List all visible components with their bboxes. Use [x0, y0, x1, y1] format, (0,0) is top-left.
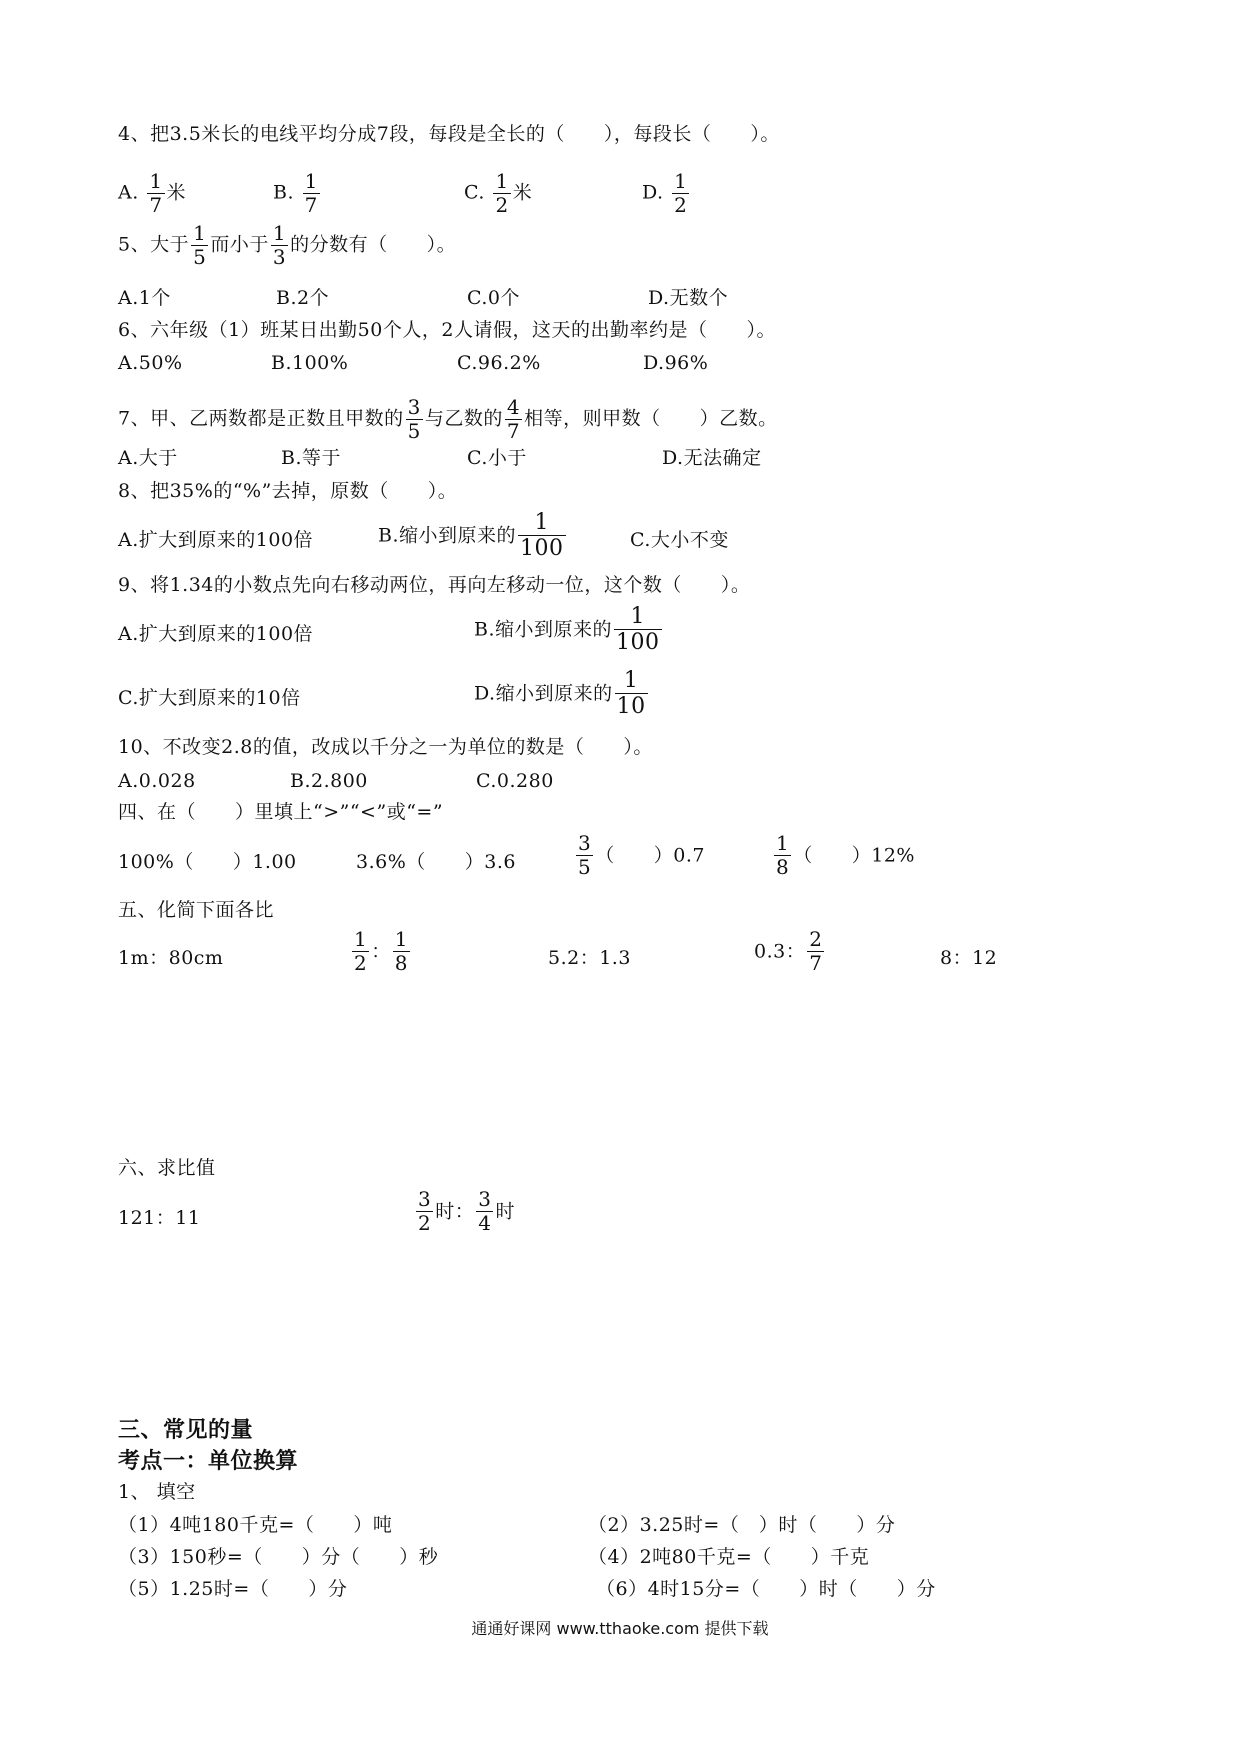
- q6-option-d: D.96%: [643, 352, 709, 374]
- s3-item-2: （2）3.25时=（ ）时（ ）分: [588, 1514, 896, 1536]
- s4-item-3: $\frac{3}{5}$ （ ）0.7: [578, 831, 705, 879]
- q5-option-b: B.2个: [276, 287, 330, 309]
- s3-item-4: （4）2吨80千克=（ ）千克: [588, 1546, 870, 1568]
- fraction: $\frac{1}{10}$: [616, 668, 646, 719]
- q5-option-c: C.0个: [467, 287, 520, 309]
- q5-option-a: A.1个: [118, 287, 171, 309]
- fraction: $\frac{1}{7}$: [149, 169, 163, 217]
- fraction: $\frac{1}{3}$: [272, 221, 287, 269]
- q4-option-c: C. $\frac{1}{2}$ 米: [464, 169, 533, 217]
- q7-option-a: A.大于: [118, 447, 178, 469]
- fraction: $\frac{1}{2}$: [674, 169, 688, 217]
- s3-item-3: （3）150秒=（ ）分（ ）秒: [118, 1546, 439, 1568]
- section-6-title: 六、求比值: [118, 1157, 216, 1179]
- q9-option-a: A.扩大到原来的100倍: [118, 623, 314, 645]
- q8-question: 8、把35%的“%”去掉，原数（ ）。: [118, 480, 458, 502]
- q9-option-b: B.缩小到原来的 $\frac{1}{100}$: [474, 604, 660, 655]
- q6-option-c: C.96.2%: [457, 352, 541, 374]
- s5-item-3: 5.2：1.3: [548, 947, 631, 969]
- section-4-title: 四、在（ ）里填上“>”“<”或“=”: [118, 801, 444, 823]
- q9-question: 9、将1.34的小数点先向右移动两位，再向左移动一位，这个数（ ）。: [118, 574, 751, 596]
- fraction: $\frac{3}{5}$: [407, 395, 421, 443]
- fraction: $\frac{4}{7}$: [506, 395, 521, 443]
- s3-item-6: （6）4时15分=（ ）时（ ）分: [596, 1578, 936, 1600]
- fraction: $\frac{1}{100}$: [520, 510, 564, 561]
- q8-option-a: A.扩大到原来的100倍: [118, 529, 314, 551]
- q10-question: 10、不改变2.8的值，改成以千分之一为单位的数是（ ）。: [118, 736, 653, 758]
- q4-option-b: B. $\frac{1}{7}$: [273, 169, 318, 217]
- fraction: $\frac{3}{5}$: [578, 831, 592, 879]
- q6-option-a: A.50%: [118, 352, 183, 374]
- q6-question: 6、六年级（1）班某日出勤50个人，2人请假，这天的出勤率约是（ ）。: [118, 319, 776, 341]
- q8-option-c: C.大小不变: [630, 529, 729, 551]
- q5-option-d: D.无数个: [648, 287, 729, 309]
- q9-option-c: C.扩大到原来的10倍: [118, 687, 301, 709]
- q7-option-d: D.无法确定: [662, 447, 762, 469]
- s5-item-4: 0.3： $\frac{2}{7}$: [754, 927, 823, 975]
- fraction: $\frac{1}{100}$: [616, 604, 660, 655]
- s3-item-5: （5）1.25时=（ ）分: [118, 1578, 348, 1600]
- s4-item-2: 3.6%（ ）3.6: [356, 851, 516, 873]
- q6-option-b: B.100%: [271, 352, 349, 374]
- q4-option-d: D. $\frac{1}{2}$: [642, 169, 688, 217]
- q8-option-b: B.缩小到原来的 $\frac{1}{100}$: [378, 510, 564, 561]
- s6-item-2: $\frac{3}{2}$ 时： $\frac{3}{4}$ 时: [418, 1187, 515, 1235]
- q5-question: 5、大于 $\frac{1}{5}$ 而小于 $\frac{1}{3}$ 的分数有（ ）。: [118, 221, 457, 269]
- s5-item-2: $\frac{1}{2}$ ： $\frac{1}{8}$: [354, 927, 408, 975]
- section-3-title: 三、常见的量: [118, 1417, 254, 1443]
- fraction: $\frac{1}{7}$: [304, 169, 318, 217]
- s4-item-4: $\frac{1}{8}$ （ ）12%: [776, 831, 915, 879]
- s3-item-1: （1）4吨180千克=（ ）吨: [118, 1514, 393, 1536]
- section-5-title: 五、化简下面各比: [118, 899, 275, 921]
- s6-item-1: 121：11: [118, 1207, 201, 1229]
- fraction: $\frac{3}{2}$: [418, 1187, 432, 1235]
- fraction: $\frac{1}{2}$: [495, 169, 509, 217]
- q10-option-a: A.0.028: [118, 770, 196, 792]
- q4-option-a: A. $\frac{1}{7}$ 米: [118, 169, 187, 217]
- q4-question: 4、把3.5米长的电线平均分成7段，每段是全长的（ ），每段长（ ）。: [118, 123, 780, 145]
- q7-option-c: C.小于: [467, 447, 527, 469]
- fraction: $\frac{1}{8}$: [394, 927, 408, 975]
- q7-option-b: B.等于: [281, 447, 342, 469]
- s5-item-1: 1m：80cm: [118, 947, 224, 969]
- fraction: $\frac{1}{2}$: [354, 927, 368, 975]
- fraction: $\frac{1}{5}$: [193, 221, 207, 269]
- section-3-subtitle: 考点一：单位换算: [118, 1448, 299, 1474]
- footer: 通通好课网 www.tthaoke.com 提供下载: [471, 1619, 769, 1638]
- q7-question: 7、甲、乙两数都是正数且甲数的 $\frac{3}{5}$ 与乙数的 $\frac{4}{7}$ 相等，则甲数（ ）乙数。: [118, 395, 778, 443]
- fraction: $\frac{2}{7}$: [809, 927, 823, 975]
- q10-option-c: C.0.280: [476, 770, 554, 792]
- s5-item-5: 8：12: [940, 947, 998, 969]
- s3-q1: 1、 填空: [118, 1481, 196, 1503]
- fraction: $\frac{1}{8}$: [776, 831, 790, 879]
- s4-item-1: 100%（ ）1.00: [118, 851, 297, 873]
- fraction: $\frac{3}{4}$: [478, 1187, 492, 1235]
- q9-option-d: D.缩小到原来的 $\frac{1}{10}$: [474, 668, 646, 719]
- q10-option-b: B.2.800: [290, 770, 368, 792]
